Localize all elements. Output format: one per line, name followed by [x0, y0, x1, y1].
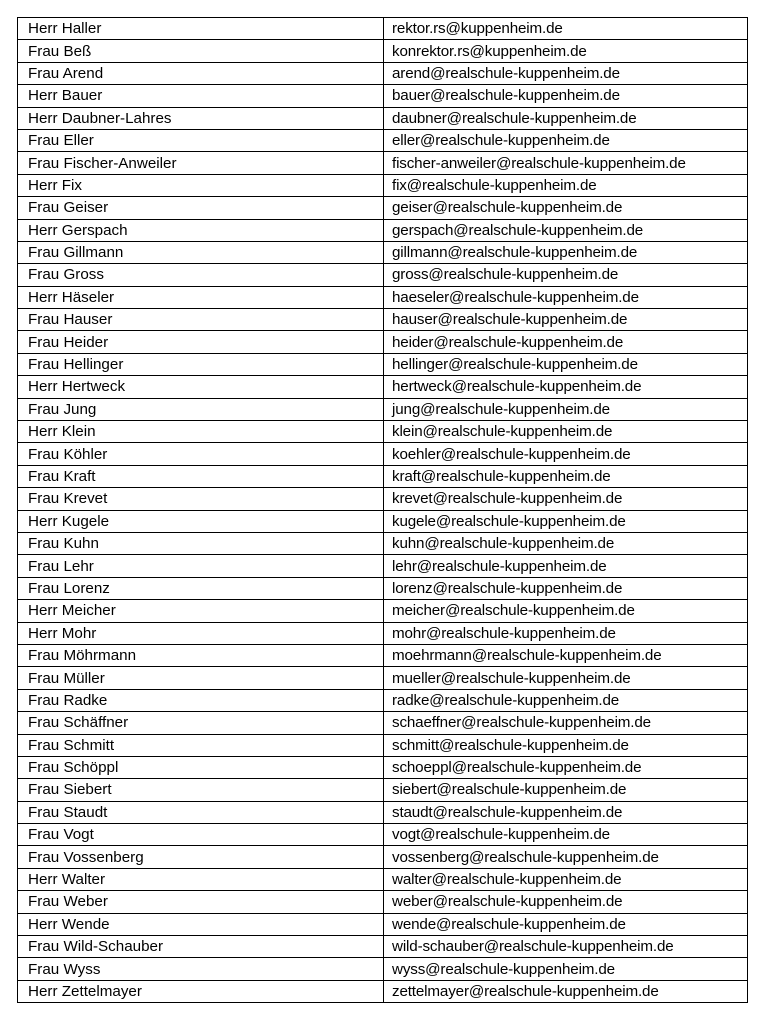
teacher-name-cell: Frau Heider	[18, 331, 384, 353]
email-address-cell: gillmann@realschule-kuppenheim.de	[384, 241, 748, 263]
table-row	[18, 62, 748, 84]
teacher-name-cell: Herr Klein	[18, 421, 384, 443]
teacher-name-cell: Herr Fix	[18, 174, 384, 196]
teacher-name-cell: Frau Schöppl	[18, 756, 384, 778]
teacher-name-cell: Frau Fischer-Anweiler	[18, 152, 384, 174]
email-address-cell: meicher@realschule-kuppenheim.de	[384, 600, 748, 622]
email-address-cell: lehr@realschule-kuppenheim.de	[384, 555, 748, 577]
teacher-name-cell: Frau Jung	[18, 398, 384, 420]
teacher-name-cell: Herr Hertweck	[18, 376, 384, 398]
teacher-name-cell: Frau Wyss	[18, 958, 384, 980]
contacts-table-body	[18, 18, 748, 1003]
table-row	[18, 488, 748, 510]
table-row	[18, 868, 748, 890]
table-row	[18, 309, 748, 331]
table-row	[18, 219, 748, 241]
table-row	[18, 756, 748, 778]
email-address-cell: fischer-anweiler@realschule-kuppenheim.de	[384, 152, 748, 174]
table-row	[18, 129, 748, 151]
teacher-name-cell: Frau Gillmann	[18, 241, 384, 263]
teacher-name-cell: Herr Mohr	[18, 622, 384, 644]
email-address-cell: staudt@realschule-kuppenheim.de	[384, 801, 748, 823]
teacher-name-cell: Frau Vogt	[18, 824, 384, 846]
teacher-name-cell: Frau Geiser	[18, 197, 384, 219]
table-row	[18, 398, 748, 420]
table-row	[18, 241, 748, 263]
teacher-name-cell: Frau Weber	[18, 891, 384, 913]
email-address-cell: haeseler@realschule-kuppenheim.de	[384, 286, 748, 308]
email-address-cell: mueller@realschule-kuppenheim.de	[384, 667, 748, 689]
teacher-name-cell: Frau Arend	[18, 62, 384, 84]
table-row	[18, 376, 748, 398]
table-row	[18, 40, 748, 62]
email-address-cell: zettelmayer@realschule-kuppenheim.de	[384, 980, 748, 1002]
table-row	[18, 913, 748, 935]
table-row	[18, 443, 748, 465]
teacher-name-cell: Frau Gross	[18, 264, 384, 286]
table-row	[18, 555, 748, 577]
teacher-name-cell: Frau Kraft	[18, 465, 384, 487]
table-row	[18, 465, 748, 487]
email-address-cell: walter@realschule-kuppenheim.de	[384, 868, 748, 890]
email-address-cell: gerspach@realschule-kuppenheim.de	[384, 219, 748, 241]
table-row	[18, 264, 748, 286]
teacher-name-cell: Herr Haller	[18, 18, 384, 40]
teacher-name-cell: Frau Schmitt	[18, 734, 384, 756]
email-address-cell: hellinger@realschule-kuppenheim.de	[384, 353, 748, 375]
email-address-cell: weber@realschule-kuppenheim.de	[384, 891, 748, 913]
table-row	[18, 846, 748, 868]
teacher-name-cell: Frau Vossenberg	[18, 846, 384, 868]
teacher-name-cell: Herr Walter	[18, 868, 384, 890]
teacher-name-cell: Herr Kugele	[18, 510, 384, 532]
email-address-cell: schoeppl@realschule-kuppenheim.de	[384, 756, 748, 778]
email-address-cell: schmitt@realschule-kuppenheim.de	[384, 734, 748, 756]
email-address-cell: geiser@realschule-kuppenheim.de	[384, 197, 748, 219]
teacher-name-cell: Frau Lehr	[18, 555, 384, 577]
teacher-name-cell: Frau Müller	[18, 667, 384, 689]
teacher-name-cell: Frau Köhler	[18, 443, 384, 465]
table-row	[18, 734, 748, 756]
table-row	[18, 779, 748, 801]
teacher-name-cell: Frau Hauser	[18, 309, 384, 331]
email-address-cell: heider@realschule-kuppenheim.de	[384, 331, 748, 353]
table-row	[18, 85, 748, 107]
teacher-name-cell: Herr Bauer	[18, 85, 384, 107]
email-address-cell: lorenz@realschule-kuppenheim.de	[384, 577, 748, 599]
email-address-cell: hauser@realschule-kuppenheim.de	[384, 309, 748, 331]
table-row	[18, 600, 748, 622]
email-address-cell: bauer@realschule-kuppenheim.de	[384, 85, 748, 107]
teacher-name-cell: Frau Kuhn	[18, 532, 384, 554]
teacher-name-cell: Frau Wild-Schauber	[18, 936, 384, 958]
table-row	[18, 421, 748, 443]
table-row	[18, 801, 748, 823]
table-row	[18, 980, 748, 1002]
teacher-name-cell: Frau Staudt	[18, 801, 384, 823]
table-row	[18, 286, 748, 308]
teacher-name-cell: Herr Daubner-Lahres	[18, 107, 384, 129]
contacts-table	[17, 17, 748, 1003]
email-address-cell: moehrmann@realschule-kuppenheim.de	[384, 644, 748, 666]
email-address-cell: arend@realschule-kuppenheim.de	[384, 62, 748, 84]
email-address-cell: schaeffner@realschule-kuppenheim.de	[384, 712, 748, 734]
table-row	[18, 644, 748, 666]
email-address-cell: fix@realschule-kuppenheim.de	[384, 174, 748, 196]
email-address-cell: mohr@realschule-kuppenheim.de	[384, 622, 748, 644]
teacher-name-cell: Herr Häseler	[18, 286, 384, 308]
table-row	[18, 936, 748, 958]
teacher-name-cell: Frau Beß	[18, 40, 384, 62]
teacher-name-cell: Herr Meicher	[18, 600, 384, 622]
table-row	[18, 331, 748, 353]
email-address-cell: kuhn@realschule-kuppenheim.de	[384, 532, 748, 554]
email-address-cell: rektor.rs@kuppenheim.de	[384, 18, 748, 40]
email-address-cell: krevet@realschule-kuppenheim.de	[384, 488, 748, 510]
email-address-cell: kugele@realschule-kuppenheim.de	[384, 510, 748, 532]
table-row	[18, 197, 748, 219]
table-row	[18, 824, 748, 846]
teacher-name-cell: Frau Hellinger	[18, 353, 384, 375]
email-address-cell: jung@realschule-kuppenheim.de	[384, 398, 748, 420]
email-address-cell: konrektor.rs@kuppenheim.de	[384, 40, 748, 62]
teacher-name-cell: Herr Zettelmayer	[18, 980, 384, 1002]
table-row	[18, 622, 748, 644]
table-row	[18, 689, 748, 711]
table-row	[18, 577, 748, 599]
table-row	[18, 174, 748, 196]
email-address-cell: klein@realschule-kuppenheim.de	[384, 421, 748, 443]
table-row	[18, 712, 748, 734]
email-address-cell: wende@realschule-kuppenheim.de	[384, 913, 748, 935]
table-row	[18, 667, 748, 689]
email-address-cell: wild-schauber@realschule-kuppenheim.de	[384, 936, 748, 958]
email-address-cell: koehler@realschule-kuppenheim.de	[384, 443, 748, 465]
teacher-name-cell: Herr Wende	[18, 913, 384, 935]
table-row	[18, 107, 748, 129]
email-address-cell: radke@realschule-kuppenheim.de	[384, 689, 748, 711]
table-row	[18, 891, 748, 913]
table-row	[18, 958, 748, 980]
teacher-name-cell: Frau Siebert	[18, 779, 384, 801]
email-address-cell: eller@realschule-kuppenheim.de	[384, 129, 748, 151]
teacher-name-cell: Frau Möhrmann	[18, 644, 384, 666]
table-row	[18, 18, 748, 40]
teacher-name-cell: Frau Radke	[18, 689, 384, 711]
email-address-cell: kraft@realschule-kuppenheim.de	[384, 465, 748, 487]
email-address-cell: vossenberg@realschule-kuppenheim.de	[384, 846, 748, 868]
email-address-cell: daubner@realschule-kuppenheim.de	[384, 107, 748, 129]
teacher-name-cell: Herr Gerspach	[18, 219, 384, 241]
teacher-name-cell: Frau Schäffner	[18, 712, 384, 734]
teacher-name-cell: Frau Eller	[18, 129, 384, 151]
contact-sheet	[17, 17, 747, 1003]
teacher-name-cell: Frau Lorenz	[18, 577, 384, 599]
email-address-cell: hertweck@realschule-kuppenheim.de	[384, 376, 748, 398]
email-address-cell: wyss@realschule-kuppenheim.de	[384, 958, 748, 980]
table-row	[18, 353, 748, 375]
table-row	[18, 510, 748, 532]
email-address-cell: gross@realschule-kuppenheim.de	[384, 264, 748, 286]
email-address-cell: vogt@realschule-kuppenheim.de	[384, 824, 748, 846]
teacher-name-cell: Frau Krevet	[18, 488, 384, 510]
email-address-cell: siebert@realschule-kuppenheim.de	[384, 779, 748, 801]
table-row	[18, 152, 748, 174]
table-row	[18, 532, 748, 554]
